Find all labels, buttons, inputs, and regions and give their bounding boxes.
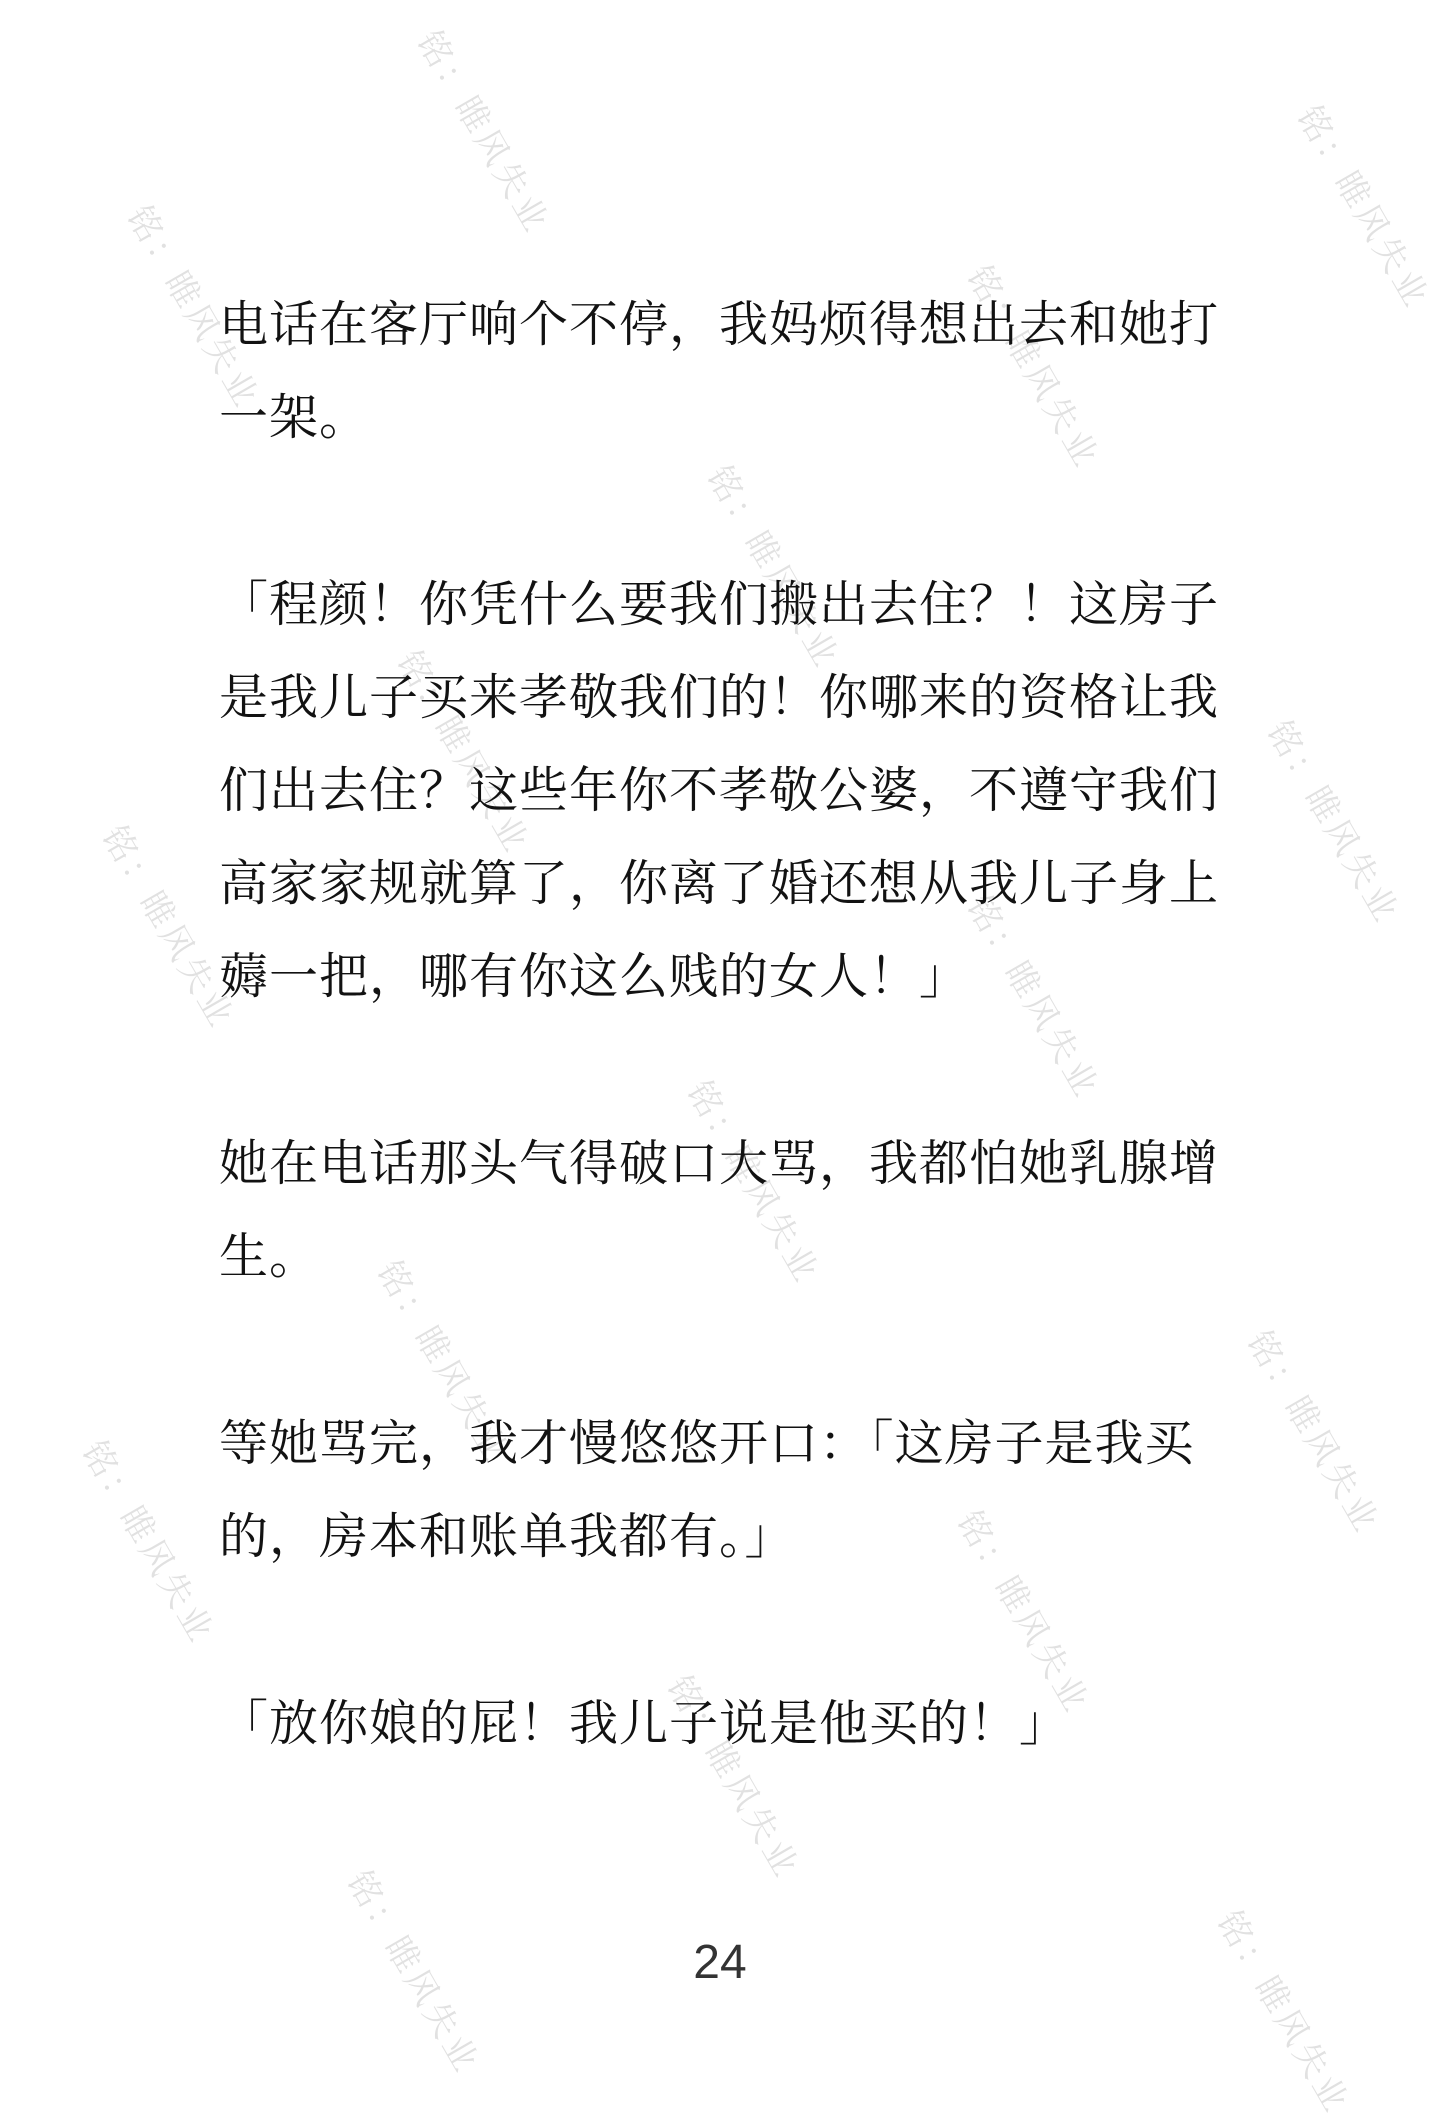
page-number: 24: [693, 1936, 747, 1989]
watermark: 铭：睢风失业: [948, 1504, 1098, 1722]
paragraph: 电话在客厅响个不停，我妈烦得想出去和她打一架。: [219, 296, 1220, 446]
watermark: 铭：睢风失业: [408, 24, 558, 242]
watermark: 铭：睢风失业: [658, 1669, 808, 1887]
watermark: 铭：睢风失业: [338, 1864, 488, 2082]
paragraph: 「放你娘的屁！我儿子说是他买的！」: [219, 1695, 1070, 1752]
paragraph: 她在电话那头气得破口大骂，我都怕她乳腺增生。: [219, 1135, 1220, 1285]
article-body: [219, 278, 1229, 1864]
watermark: 铭：睢风失业: [118, 199, 268, 417]
paragraph: 等她骂完，我才慢悠悠开口：「这房子是我买的，房本和账单我都有。」: [219, 1415, 1195, 1565]
watermark: 铭：睢风失业: [93, 819, 243, 1037]
watermark: 铭：睢风失业: [678, 1074, 828, 1292]
watermark: 铭：睢风失业: [388, 644, 538, 862]
paragraph: 「程颜！你凭什么要我们搬出去住？！这房子是我儿子买来孝敬我们的！你哪来的资格让我们出去住？这些年你不孝敬公婆，不遵守我们高家家规就算了，你离了婚还想从我儿子身上薅一把，哪有你这么贱的女人！」: [219, 576, 1220, 1005]
watermark: 铭：睢风失业: [958, 889, 1108, 1107]
watermark: 铭：睢风失业: [1258, 714, 1408, 932]
watermark: 铭：睢风失业: [368, 1254, 518, 1472]
watermark: 铭：睢风失业: [958, 259, 1108, 477]
watermark: 铭：睢风失业: [698, 459, 848, 677]
watermark: 铭：睢风失业: [1288, 99, 1438, 317]
watermark: 铭：睢风失业: [1208, 1904, 1358, 2122]
watermark: 铭：睢风失业: [73, 1434, 223, 1652]
watermark: 铭：睢风失业: [1238, 1324, 1388, 1542]
